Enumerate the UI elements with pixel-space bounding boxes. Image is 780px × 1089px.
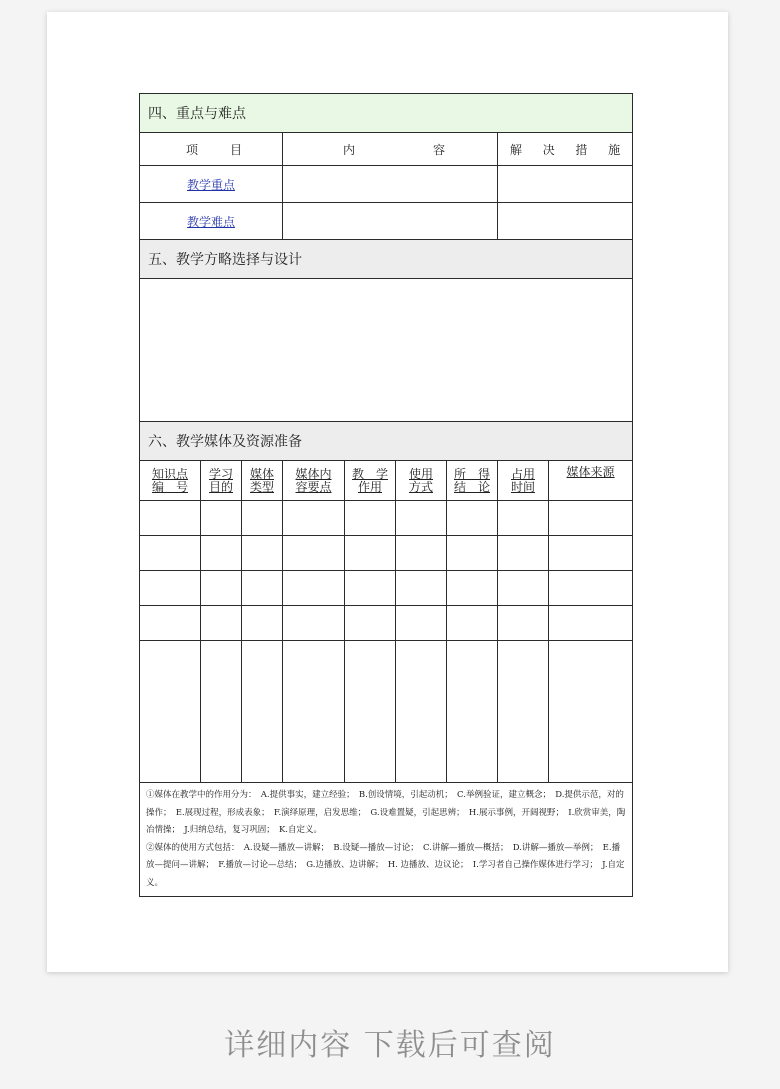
notes-media-roles: ①媒体在教学中的作用分为： A.提供事实，建立经验； B.创设情境，引起动机； C.举例验证，建立概念； D.提供示范，对的操作； E.展现过程，形成表象； F.演绎原理，启发思维； G.设难置疑，引起思辨； H.展示事例，开阔视野； I.欣赏审美，陶冶情操； J.归纳总结，复习巩固； K.自定义。 bbox=[146, 790, 626, 835]
key-point-content-cell[interactable] bbox=[283, 166, 498, 203]
col-knowledge-id: 知识点 编 号 bbox=[140, 461, 201, 501]
download-prompt: 详细内容 下载后可查阅 bbox=[224, 1028, 556, 1063]
media-notes bbox=[140, 783, 633, 897]
col-media-content: 媒体内 容要点 bbox=[283, 461, 345, 501]
lesson-plan-table bbox=[139, 93, 633, 897]
section-4-title: 四、重点与难点 bbox=[140, 94, 633, 133]
col-time-used: 占用 时间 bbox=[498, 461, 549, 501]
notes-media-usage: ②媒体的使用方式包括： A.设疑—播放—讲解； B.设疑—播放—讨论； C.讲解—播放—概括； D.讲解—播放—举例； E.播放—提问—讲解； F.播放—讨论—总结； G.边播放、边讲解； H. 边播放、边议论； I.学习者自己操作媒体进行学习； J.自定义。 bbox=[146, 842, 625, 888]
media-header-row bbox=[140, 461, 633, 501]
difficulty-content-cell[interactable] bbox=[283, 203, 498, 240]
table-row bbox=[140, 501, 633, 536]
table-row bbox=[140, 606, 633, 641]
strategy-design-area[interactable] bbox=[140, 279, 633, 422]
section-6-title: 六、教学媒体及资源准备 bbox=[140, 422, 633, 461]
col-media-source: 媒体来源 bbox=[549, 461, 633, 501]
key-point-solution-cell[interactable] bbox=[498, 166, 633, 203]
table-row bbox=[140, 536, 633, 571]
table-row bbox=[140, 641, 633, 783]
table-row bbox=[140, 203, 633, 240]
col-conclusion: 所 得 结 论 bbox=[447, 461, 498, 501]
header-solution: 解 决 措 施 bbox=[498, 133, 633, 166]
col-media-type: 媒体 类型 bbox=[242, 461, 283, 501]
col-teaching-role: 教 学 作用 bbox=[345, 461, 396, 501]
table-row bbox=[140, 571, 633, 606]
col-learning-goal: 学习 目的 bbox=[201, 461, 242, 501]
table-row bbox=[140, 166, 633, 203]
teaching-difficulty-link[interactable]: 教学难点 bbox=[186, 214, 235, 229]
section-4-header-row bbox=[140, 133, 633, 166]
difficulty-solution-cell[interactable] bbox=[498, 203, 633, 240]
col-usage-mode: 使用 方式 bbox=[396, 461, 447, 501]
header-content: 内 容 bbox=[283, 133, 498, 166]
header-item: 项 目 bbox=[140, 133, 283, 166]
teaching-key-point-link[interactable]: 教学重点 bbox=[186, 177, 235, 192]
section-5-title: 五、教学方略选择与设计 bbox=[140, 240, 633, 279]
